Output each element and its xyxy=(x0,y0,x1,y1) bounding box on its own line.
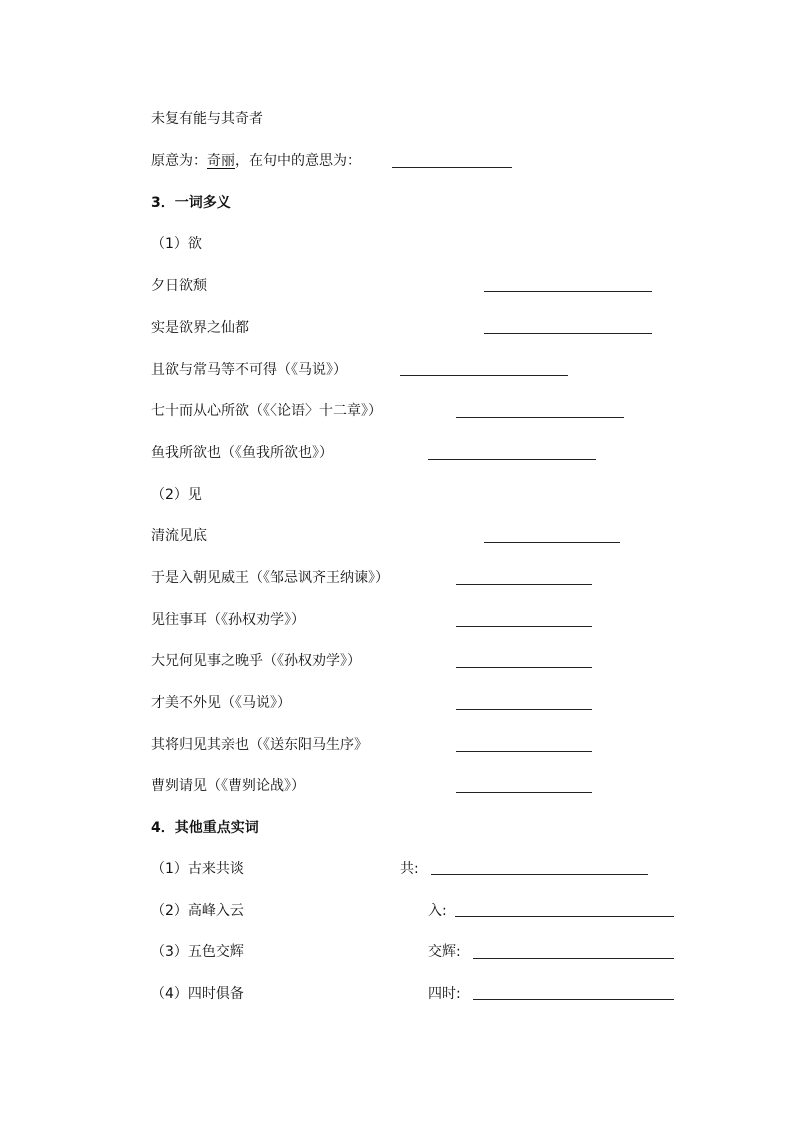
group-1-item: 鱼我所欲也（《鱼我所欲也》） xyxy=(151,445,333,461)
answer-blank-2-7[interactable] xyxy=(456,792,592,793)
group-2-item: 见往事耳（《孙权劝学》） xyxy=(151,612,305,628)
answer-blank-4-4[interactable] xyxy=(473,999,674,1000)
section-4-item-term: 交辉: xyxy=(428,944,461,960)
section-4-item-label: （4）四时俱备 xyxy=(151,986,244,1002)
group-1-label: （1）欲 xyxy=(151,236,202,252)
answer-blank-2-3[interactable] xyxy=(456,626,592,627)
answer-blank-1-2[interactable] xyxy=(484,333,652,334)
answer-blank-1-1[interactable] xyxy=(484,291,652,292)
group-2-item: 于是入朝见威王（《邹忌讽齐王纳谏》） xyxy=(151,570,389,586)
original-meaning-suffix: ，在句中的意思为： xyxy=(235,153,361,169)
group-2-label: （2）见 xyxy=(151,487,202,503)
group-2-item: 才美不外见（《马说》） xyxy=(151,695,291,711)
section-4-item-term: 共: xyxy=(400,861,419,877)
group-1-item: 实是欲界之仙都 xyxy=(151,320,249,336)
answer-blank-2-5[interactable] xyxy=(456,709,592,710)
group-2-item: 大兄何见事之晚乎（《孙权劝学》） xyxy=(151,653,361,669)
answer-blank-1-5[interactable] xyxy=(428,459,596,460)
group-1-item: 七十而从心所欲（《〈论语〉十二章》） xyxy=(151,403,382,419)
original-meaning-line xyxy=(151,151,361,171)
answer-blank-2-6[interactable] xyxy=(456,751,592,752)
answer-blank-2-4[interactable] xyxy=(456,667,592,668)
answer-blank-4-1[interactable] xyxy=(431,874,648,875)
answer-blank-intro[interactable] xyxy=(392,167,512,168)
answer-blank-4-3[interactable] xyxy=(473,958,674,959)
section-4-heading: 4．其他重点实词 xyxy=(151,820,259,836)
answer-blank-2-2[interactable] xyxy=(456,584,592,585)
answer-blank-4-2[interactable] xyxy=(455,916,674,917)
section-4-item-label: （3）五色交辉 xyxy=(151,944,244,960)
original-meaning-prefix: 原意为： xyxy=(151,153,207,169)
section-4-item-term: 入: xyxy=(428,903,447,919)
section-4-item-label: （1）古来共谈 xyxy=(151,861,244,877)
answer-blank-1-3[interactable] xyxy=(400,375,568,376)
original-meaning-word: 奇丽 xyxy=(207,153,235,169)
answer-blank-1-4[interactable] xyxy=(456,417,624,418)
sentence-line: 未复有能与其奇者 xyxy=(151,111,263,127)
group-1-item: 夕日欲颓 xyxy=(151,278,207,294)
group-2-item: 曹刿请见（《曹刿论战》） xyxy=(151,778,305,794)
group-2-item: 清流见底 xyxy=(151,528,207,544)
group-1-item: 且欲与常马等不可得（《马说》） xyxy=(151,362,347,378)
section-4-item-label: （2）高峰入云 xyxy=(151,903,244,919)
group-2-item: 其将归见其亲也（《送东阳马生序》 xyxy=(151,737,368,753)
answer-blank-2-1[interactable] xyxy=(484,542,620,543)
section-3-heading: 3．一词多义 xyxy=(151,195,231,211)
section-4-item-term: 四时: xyxy=(428,986,461,1002)
